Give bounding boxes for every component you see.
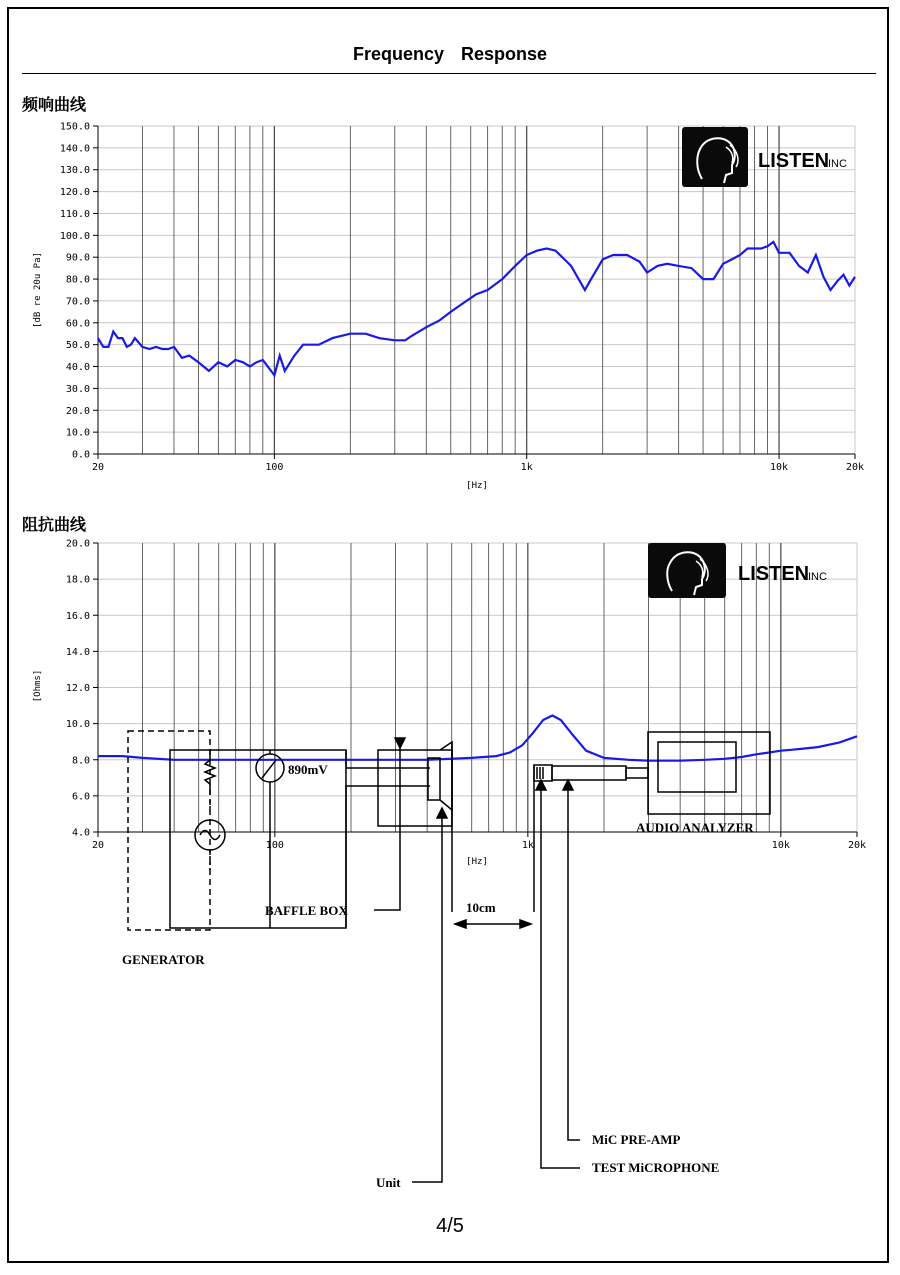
impedance-y-axis-label: [Ohms] — [33, 669, 43, 703]
imp-y-tick-label: 12.0 — [65, 683, 90, 694]
imp-y-tick-label: 4.0 — [71, 827, 90, 839]
fr-y-tick-label: 90.0 — [65, 252, 90, 264]
distance-label: 10cm — [466, 900, 496, 915]
voltage-label: 890mV — [288, 762, 328, 777]
fr-x-tick-label: 20k — [845, 462, 865, 473]
impedance-x-axis-label: [Hz] — [466, 857, 488, 867]
imp-y-tick-label: 16.0 — [65, 610, 90, 622]
imp-x-tick-label: 20 — [91, 840, 105, 851]
fr-y-tick-label: 120.0 — [59, 187, 90, 199]
fr-y-tick-label: 50.0 — [65, 340, 90, 352]
fr-y-tick-label: 60.0 — [65, 318, 90, 330]
fr-y-tick-label: 130.0 — [59, 165, 90, 177]
imp-y-tick-label: 10.0 — [65, 719, 90, 731]
fr-x-tick-label: 20 — [91, 462, 105, 473]
imp-x-tick-label: 10k — [771, 840, 790, 851]
listen-logo-inc: INC — [808, 571, 827, 583]
page-title: Frequency Response — [352, 44, 548, 64]
mic-cable-connector — [626, 768, 648, 778]
generator-box — [128, 731, 210, 930]
fr-y-tick-label: 80.0 — [65, 274, 90, 286]
generator-label: GENERATOR — [122, 952, 205, 967]
fr-y-tick-label: 150.0 — [59, 121, 90, 133]
test-microphone-label: TEST MiCROPHONE — [592, 1160, 720, 1175]
fr-y-tick-label: 0.0 — [71, 449, 90, 461]
fr-y-tick-label: 20.0 — [65, 405, 90, 417]
imp-x-tick-label: 20k — [847, 840, 867, 851]
frequency-response-x-axis-label: [Hz] — [466, 481, 488, 491]
imp-y-tick-label: 8.0 — [71, 755, 90, 767]
imp-y-tick-label: 6.0 — [71, 791, 90, 803]
fr-y-tick-label: 40.0 — [65, 362, 90, 374]
fr-y-tick-label: 100.0 — [59, 230, 90, 242]
fr-x-tick-label: 10k — [770, 462, 789, 473]
audio-analyzer-label: AUDIO ANALYZER — [636, 820, 754, 835]
listen-logo-text: LISTEN — [758, 150, 830, 172]
fr-x-tick-label: 1k — [520, 462, 533, 473]
fr-y-tick-label: 110.0 — [59, 208, 90, 220]
imp-y-tick-label: 14.0 — [65, 646, 90, 658]
page-number: 4/5 — [436, 1215, 464, 1237]
frequency-response-y-axis-label: [dB re 20u Pa] — [33, 252, 43, 328]
baffle-box-label: BAFFLE BOX — [265, 903, 348, 918]
imp-y-tick-label: 18.0 — [65, 574, 90, 586]
fr-y-tick-label: 140.0 — [59, 143, 90, 155]
impedance-section-label: 阻抗曲线 — [22, 515, 87, 534]
unit-label: Unit — [376, 1175, 401, 1190]
fr-y-tick-label: 10.0 — [65, 427, 90, 439]
listen-logo-text: LISTEN — [738, 563, 810, 585]
imp-x-tick-label: 100 — [265, 840, 284, 851]
fr-x-tick-label: 100 — [265, 462, 284, 473]
fr-y-tick-label: 70.0 — [65, 296, 90, 308]
audio-analyzer — [648, 732, 770, 814]
audio-analyzer-screen — [658, 742, 736, 792]
imp-y-tick-label: 20.0 — [65, 538, 90, 550]
mic-preamp — [552, 766, 626, 780]
unit-speaker — [428, 758, 440, 800]
imp-x-tick-label: 1k — [521, 840, 534, 851]
frequency-response-section-label: 频响曲线 — [22, 95, 87, 114]
fr-y-tick-label: 30.0 — [65, 383, 90, 395]
listen-logo-inc: INC — [828, 158, 847, 170]
mic-preamp-label: MiC PRE-AMP — [592, 1132, 681, 1147]
